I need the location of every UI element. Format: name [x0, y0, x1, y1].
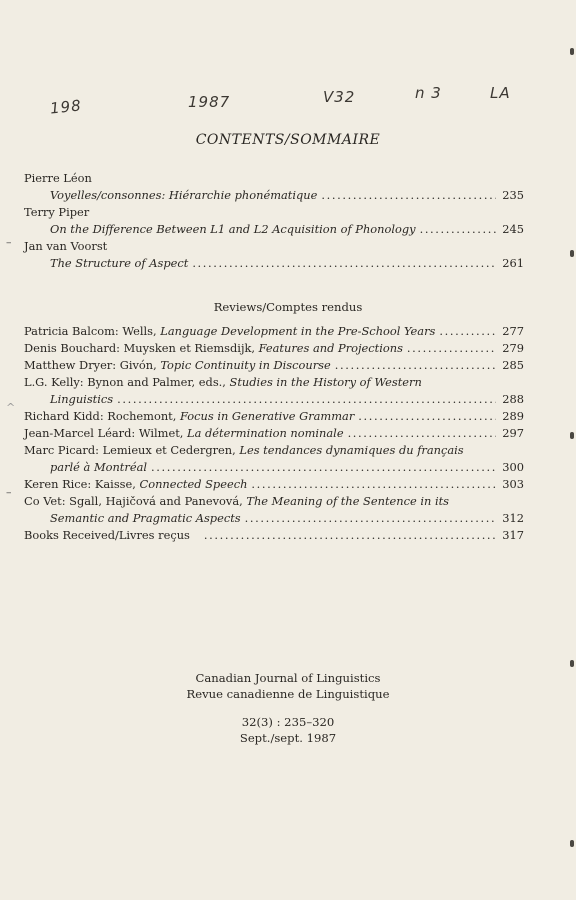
- review-page: 289: [502, 409, 524, 423]
- margin-mark: –: [6, 486, 12, 499]
- journal-name-block: [0, 670, 576, 702]
- review-page: 279: [502, 341, 524, 355]
- review-entry: [24, 476, 524, 493]
- leader-dots: [117, 391, 496, 408]
- review-page: 297: [502, 426, 524, 440]
- scan-mark: [570, 48, 574, 55]
- annotation-year: 1987: [188, 93, 231, 111]
- annotation-issue: n 3: [415, 84, 442, 102]
- reviews-heading: Reviews/Comptes rendus: [213, 300, 363, 314]
- annotation-code: LA: [490, 84, 511, 102]
- article-title: The Structure of Aspect: [50, 256, 189, 270]
- review-entry-cont: [24, 510, 524, 527]
- review-title-cont: parlé à Montréal: [50, 460, 147, 474]
- review-reviewer: Matthew Dryer: Givón,: [24, 358, 157, 372]
- annotation-number: 198: [49, 96, 83, 118]
- review-title: Focus in Generative Grammar: [180, 409, 355, 423]
- books-received-page: 317: [502, 528, 524, 542]
- leader-dots: [348, 425, 496, 442]
- review-page: 303: [502, 477, 524, 491]
- review-reviewer: Marc Picard: Lemieux et Cedergren,: [24, 443, 236, 457]
- issue-pages: 32(3) : 235–320: [241, 715, 335, 729]
- review-reviewer: Co Vet: Sgall, Hajičová and Panevová,: [24, 494, 243, 508]
- margin-mark: ^: [6, 401, 16, 414]
- scan-mark: [570, 250, 574, 257]
- margin-mark: –: [6, 236, 12, 249]
- article-entry: [24, 255, 524, 272]
- journal-name-en: Canadian Journal of Linguistics: [195, 671, 381, 685]
- books-received-entry: [24, 527, 524, 544]
- leader-dots: [151, 459, 496, 476]
- review-page: 312: [502, 511, 524, 525]
- articles-list: [24, 170, 524, 272]
- page-title: CONTENTS/SOMMAIRE: [195, 132, 381, 148]
- review-entry: [24, 374, 524, 391]
- leader-dots: [251, 476, 496, 493]
- article-page: 261: [502, 256, 524, 270]
- review-reviewer: Patricia Balcom: Wells,: [24, 324, 157, 338]
- scan-mark: [570, 840, 574, 847]
- review-entry-cont: [24, 391, 524, 408]
- review-entry: [24, 442, 524, 459]
- review-title: Studies in the History of Western: [229, 375, 422, 389]
- review-title: Language Development in the Pre-School Years: [160, 324, 436, 338]
- leader-dots: [439, 323, 496, 340]
- journal-name-fr: Revue canadienne de Linguistique: [186, 687, 390, 701]
- review-title-cont: Linguistics: [50, 392, 114, 406]
- annotation-volume: V32: [323, 88, 356, 106]
- leader-dots: [358, 408, 496, 425]
- review-title: The Meaning of the Sentence in its: [246, 494, 450, 508]
- review-reviewer: Jean-Marcel Léard: Wilmet,: [24, 426, 184, 440]
- issue-date: Sept./sept. 1987: [239, 731, 337, 745]
- review-title: Connected Speech: [139, 477, 248, 491]
- article-title: On the Difference Between L1 and L2 Acquisition of Phonology: [50, 222, 416, 236]
- review-reviewer: Keren Rice: Kaisse,: [24, 477, 136, 491]
- article-entry: [24, 187, 524, 204]
- books-received: [24, 527, 524, 544]
- review-entry-cont: [24, 459, 524, 476]
- review-entry: [24, 357, 524, 374]
- article-author: Jan van Voorst: [24, 239, 108, 253]
- scan-mark: [570, 660, 574, 667]
- books-received-label: Books Received/Livres reçus: [24, 528, 190, 542]
- article-title: Voyelles/consonnes: Hiérarchie phonématique: [50, 188, 318, 202]
- leader-dots: [204, 527, 496, 544]
- review-reviewer: Richard Kidd: Rochemont,: [24, 409, 177, 423]
- review-page: 285: [502, 358, 524, 372]
- review-title: Features and Projections: [258, 341, 403, 355]
- review-entry: [24, 408, 524, 425]
- issue-block: [0, 714, 576, 746]
- leader-dots: [335, 357, 496, 374]
- review-entry: [24, 425, 524, 442]
- review-page: 300: [502, 460, 524, 474]
- leader-dots: [192, 255, 496, 272]
- review-title: Les tendances dynamiques du français: [239, 443, 464, 457]
- review-entry: [24, 493, 524, 510]
- leader-dots: [321, 187, 496, 204]
- review-entry: [24, 323, 524, 340]
- article-page: 235: [502, 188, 524, 202]
- review-title: Topic Continuity in Discourse: [160, 358, 331, 372]
- review-entry: [24, 340, 524, 357]
- leader-dots: [245, 510, 496, 527]
- article-author: Pierre Léon: [24, 171, 92, 185]
- article-page: 245: [502, 222, 524, 236]
- review-page: 277: [502, 324, 524, 338]
- leader-dots: [407, 340, 496, 357]
- review-title-cont: Semantic and Pragmatic Aspects: [50, 511, 241, 525]
- review-reviewer: L.G. Kelly: Bynon and Palmer, eds.,: [24, 375, 226, 389]
- review-reviewer: Denis Bouchard: Muysken et Riemsdijk,: [24, 341, 255, 355]
- article-author: Terry Piper: [24, 205, 90, 219]
- article-entry: [24, 221, 524, 238]
- leader-dots: [420, 221, 496, 238]
- review-title: La détermination nominale: [187, 426, 344, 440]
- scan-mark: [570, 432, 574, 439]
- reviews-list: [24, 323, 524, 527]
- review-page: 288: [502, 392, 524, 406]
